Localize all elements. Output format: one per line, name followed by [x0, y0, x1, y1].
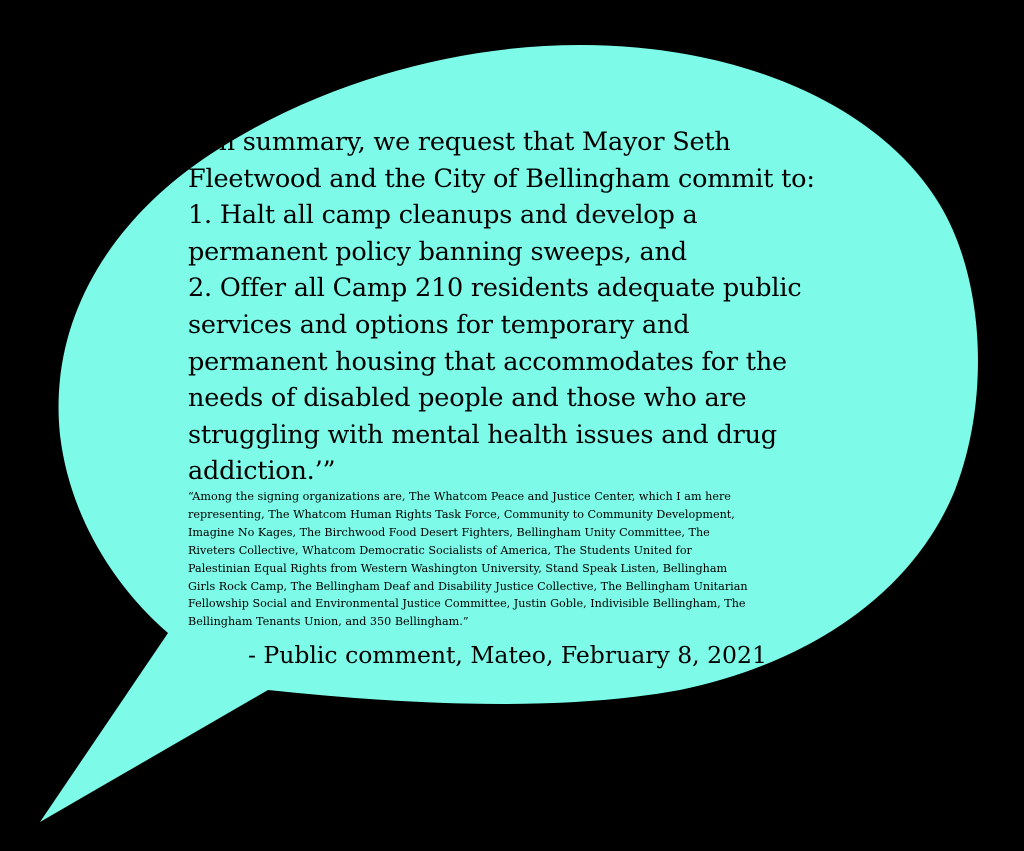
- main-quote-text: “‘In summary, we request that Mayor Seth Fleetwood and the City of Bellingham commit to: 1. Halt all camp cleanups and develop a permanent policy banning sweeps, and 2. Offer all Camp 210 residents adequate public services and options for temporary and permanent housing that accommodates for the needs of disabled people and those who are struggling with mental health issues and drug addiction.’”: [188, 127, 815, 487]
- signing-organizations-text: “Among the signing organizations are, The Whatcom Peace and Justice Center, which I am here representing, The Whatcom Human Rights Task Force, Community to Community Development, Imagine No Kages, The Birchwood Food Desert Fighters, Bellingham Unity Committee, The Riveters Collective, Whatcom Democratic Socialists of America, The Students United for Palestinian Equal Rights from Western Washington University, Stand Speak Listen, Bellingham Girls Rock Camp, The Bellingham Deaf and Disability Justice Collective, The Bellingham Unitarian Fellowship Social and Environmental Justice Committee, Justin Goble, Indivisible Bellingham, The Bellingham Tenants Union, and 350 Bellingham.”: [188, 490, 748, 629]
- quote-attribution: - Public comment, Mateo, February 8, 2021: [248, 641, 767, 669]
